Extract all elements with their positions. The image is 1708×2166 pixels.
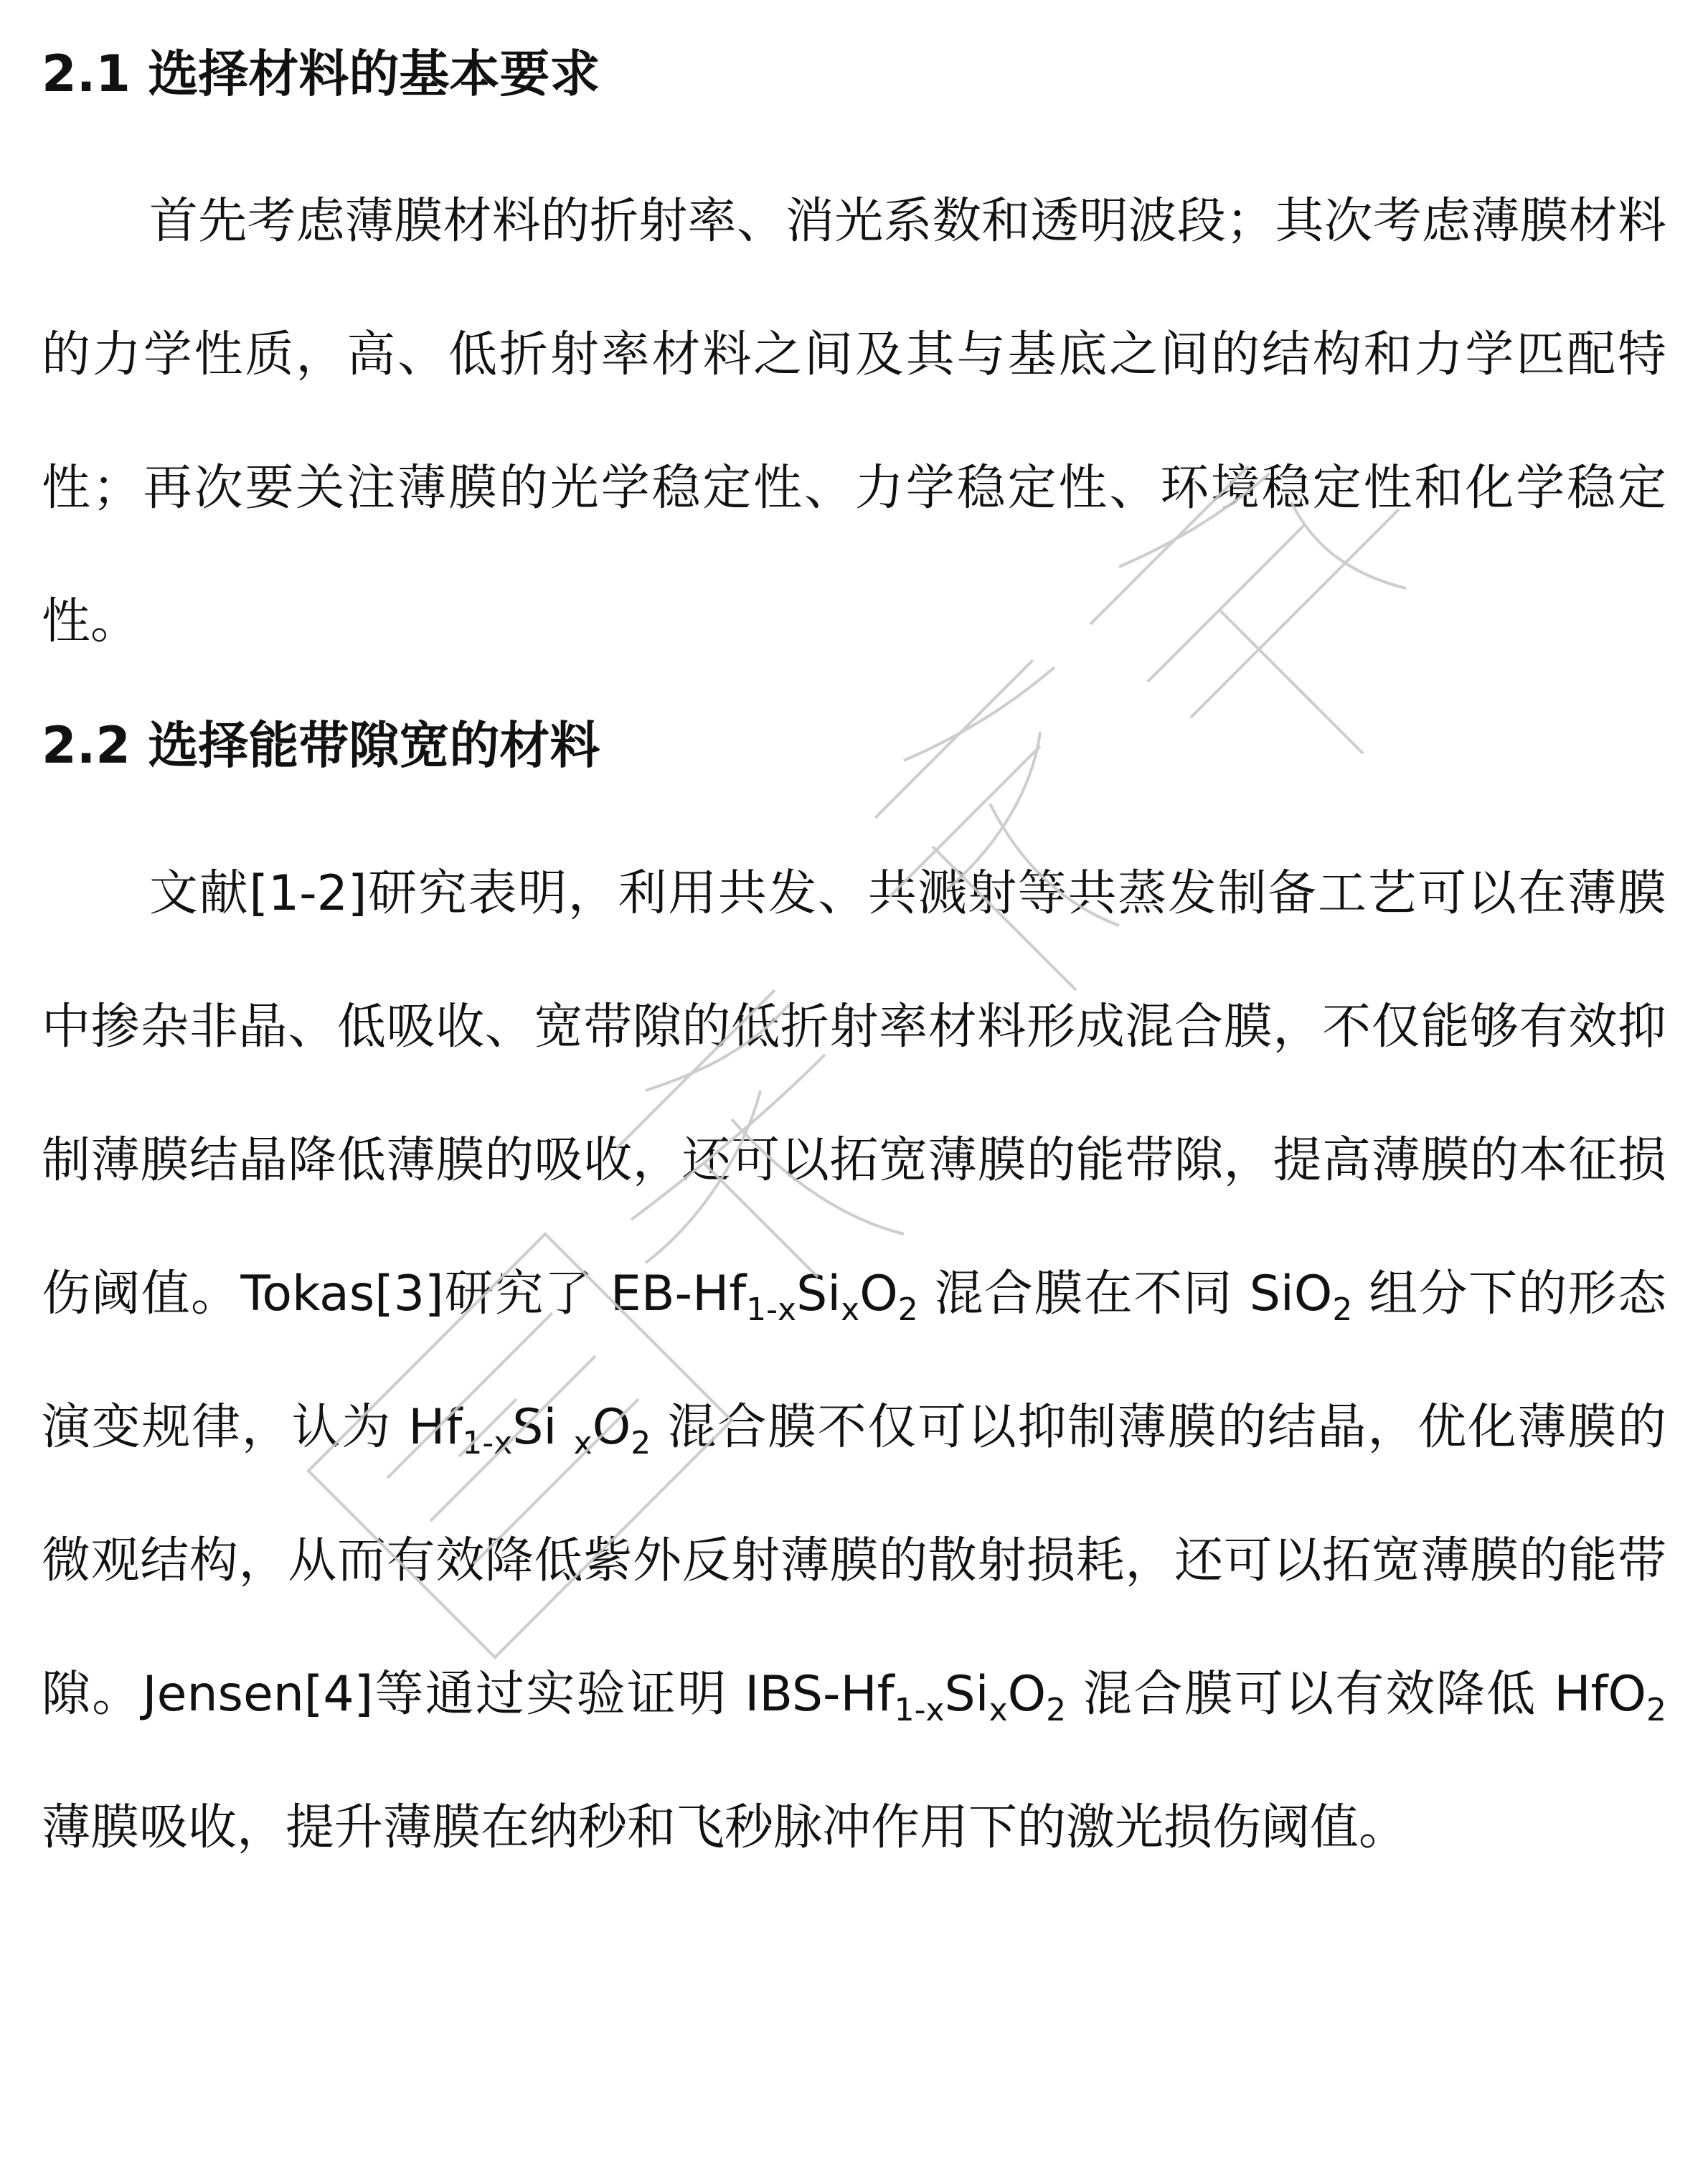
text-segment: 组分下的形态演变规律，认为 Hf (42, 1266, 1667, 1456)
subscript: 2 (631, 1425, 651, 1461)
text-segment: 薄膜吸收，提升薄膜在纳秒和飞秒脉冲作用下的激光损伤阈值。 (42, 1799, 1408, 1856)
subscript: x (989, 1692, 1008, 1728)
text-segment: O (859, 1266, 898, 1322)
text-segment: 混合膜可以有效降低 HfO (1066, 1666, 1646, 1723)
subscript: 1-x (746, 1291, 797, 1328)
text-segment: O (1007, 1666, 1047, 1723)
subscript: 1-x (894, 1692, 945, 1728)
text-segment: 混合膜不仅可以抑制薄膜的结晶，优化薄膜的微观结构，从而有效降低紫外反射薄膜的散射损耗，还可以拓宽薄膜的能带隙。Jensen[4]等通过实验证明 IBS-Hf (42, 1399, 1666, 1723)
section-paragraph-2-1: 首先考虑薄膜材料的折射率、消光系数和透明波段；其次考虑薄膜材料的力学性质，高、低折射率材料之间及其与基底之间的结构和力学匹配特性；再次要关注薄膜的光学稳定性、力学稳定性、环境稳定性和化学稳定性。 (42, 193, 1666, 650)
text-segment: Si (512, 1399, 574, 1456)
subscript: 2 (1646, 1692, 1666, 1728)
section-heading-2-1: 2.1 选择材料的基本要求 (42, 44, 600, 103)
section-heading-2-2: 2.2 选择能带隙宽的材料 (42, 716, 600, 775)
subscript: 2 (1046, 1692, 1067, 1728)
section-paragraph-2-2 (42, 827, 1666, 1895)
subscript: x (573, 1425, 593, 1461)
text-segment: Si (796, 1266, 841, 1322)
subscript: x (841, 1291, 860, 1328)
subscript: 2 (897, 1291, 918, 1328)
subscript: 2 (1332, 1291, 1353, 1328)
text-segment: O (592, 1399, 631, 1456)
text-segment: 混合膜在不同 SiO (917, 1266, 1333, 1322)
text-segment: Si (944, 1666, 989, 1723)
text-segment: 文献[1-2]研究表明，利用共发、共溅射等共蒸发制备工艺可以在薄膜中掺杂非晶、低吸收、宽带隙的低折射率材料形成混合膜，不仅能够有效抑制薄膜结晶降低薄膜的吸收，还可以拓宽薄膜的能带隙，提高薄膜的本征损伤阈值。Tokas[3]研究了 EB-Hf (42, 865, 1666, 1322)
subscript: 1-x (462, 1425, 513, 1461)
